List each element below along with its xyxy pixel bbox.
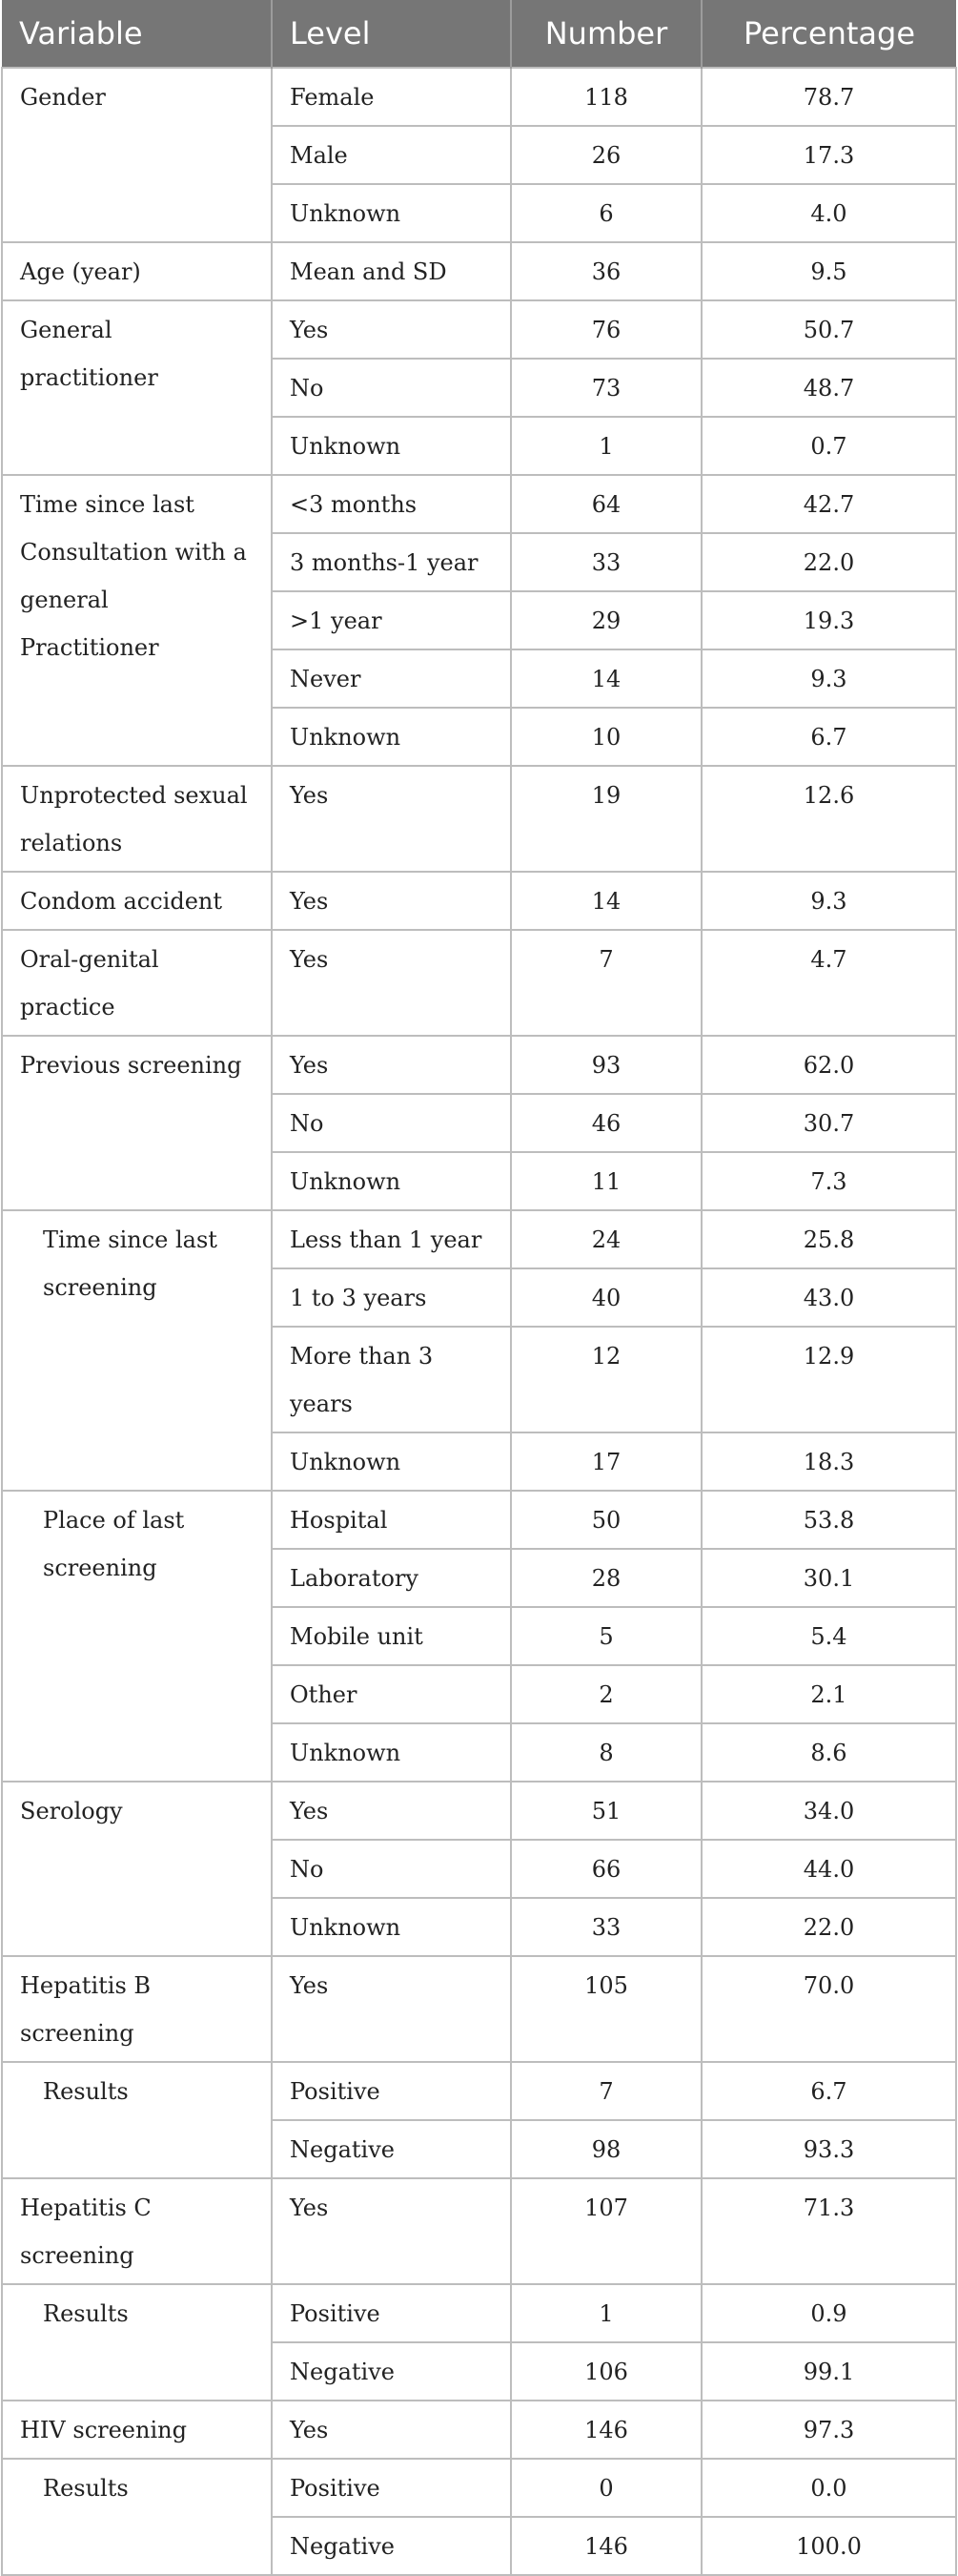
number-cell: 1	[511, 2284, 702, 2342]
variable-cell: Time since last screening	[2, 1210, 272, 1491]
number-cell: 36	[511, 242, 702, 300]
percentage-cell: 44.0	[702, 1840, 956, 1898]
percentage-cell: 9.3	[702, 872, 956, 930]
number-cell: 93	[511, 1036, 702, 1094]
number-cell: 76	[511, 300, 702, 359]
number-cell: 105	[511, 1956, 702, 2062]
level-cell: Mobile unit	[272, 1607, 511, 1665]
percentage-cell: 18.3	[702, 1432, 956, 1491]
number-cell: 51	[511, 1782, 702, 1840]
level-cell: Negative	[272, 2342, 511, 2401]
level-cell: Hospital	[272, 1491, 511, 1549]
table-row	[2, 300, 956, 359]
header-variable: Variable	[2, 0, 272, 68]
table-row	[2, 1210, 956, 1268]
percentage-cell: 22.0	[702, 533, 956, 591]
number-cell: 146	[511, 2517, 702, 2575]
level-cell: More than 3 years	[272, 1327, 511, 1432]
number-cell: 73	[511, 359, 702, 417]
percentage-cell: 43.0	[702, 1268, 956, 1327]
percentage-cell: 30.7	[702, 1094, 956, 1152]
table-row	[2, 2062, 956, 2120]
percentage-cell: 0.9	[702, 2284, 956, 2342]
level-cell: Positive	[272, 2459, 511, 2517]
level-cell: No	[272, 1094, 511, 1152]
table-row	[2, 68, 956, 126]
number-cell: 2	[511, 1665, 702, 1723]
percentage-cell: 34.0	[702, 1782, 956, 1840]
number-cell: 14	[511, 872, 702, 930]
variable-cell: Hepatitis C screening	[2, 2178, 272, 2284]
level-cell: No	[272, 359, 511, 417]
variable-cell: Place of last screening	[2, 1491, 272, 1782]
percentage-cell: 7.3	[702, 1152, 956, 1210]
level-cell: Less than 1 year	[272, 1210, 511, 1268]
number-cell: 8	[511, 1723, 702, 1782]
level-cell: Unknown	[272, 1432, 511, 1491]
percentage-cell: 5.4	[702, 1607, 956, 1665]
level-cell: Never	[272, 649, 511, 708]
level-cell: Yes	[272, 1782, 511, 1840]
number-cell: 33	[511, 1898, 702, 1956]
variable-cell: Time since last Consultation with a general Practitioner	[2, 475, 272, 766]
table-row	[2, 242, 956, 300]
table-row	[2, 1782, 956, 1840]
percentage-cell: 71.3	[702, 2178, 956, 2284]
data-table	[1, 0, 957, 2576]
level-cell: Unknown	[272, 184, 511, 242]
percentage-cell: 42.7	[702, 475, 956, 533]
table-row	[2, 2459, 956, 2517]
level-cell: Laboratory	[272, 1549, 511, 1607]
percentage-cell: 48.7	[702, 359, 956, 417]
number-cell: 10	[511, 708, 702, 766]
level-cell: 3 months-1 year	[272, 533, 511, 591]
number-cell: 64	[511, 475, 702, 533]
level-cell: Yes	[272, 930, 511, 1036]
number-cell: 12	[511, 1327, 702, 1432]
number-cell: 33	[511, 533, 702, 591]
percentage-cell: 78.7	[702, 68, 956, 126]
variable-cell: Hepatitis B screening	[2, 1956, 272, 2062]
level-cell: Yes	[272, 1956, 511, 2062]
level-cell: Yes	[272, 872, 511, 930]
level-cell: Yes	[272, 766, 511, 872]
table-row	[2, 1956, 956, 2062]
number-cell: 17	[511, 1432, 702, 1491]
number-cell: 46	[511, 1094, 702, 1152]
variable-cell: Unprotected sexual relations	[2, 766, 272, 872]
level-cell: Yes	[272, 2178, 511, 2284]
number-cell: 118	[511, 68, 702, 126]
number-cell: 7	[511, 930, 702, 1036]
percentage-cell: 100.0	[702, 2517, 956, 2575]
table-header-row	[2, 0, 956, 68]
table-row	[2, 2284, 956, 2342]
level-cell: 1 to 3 years	[272, 1268, 511, 1327]
percentage-cell: 2.1	[702, 1665, 956, 1723]
level-cell: Negative	[272, 2517, 511, 2575]
level-cell: Unknown	[272, 1898, 511, 1956]
percentage-cell: 30.1	[702, 1549, 956, 1607]
table-row	[2, 872, 956, 930]
level-cell: Mean and SD	[272, 242, 511, 300]
variable-cell: Previous screening	[2, 1036, 272, 1210]
variable-cell: Oral-genital practice	[2, 930, 272, 1036]
number-cell: 66	[511, 1840, 702, 1898]
percentage-cell: 12.9	[702, 1327, 956, 1432]
percentage-cell: 6.7	[702, 2062, 956, 2120]
level-cell: Unknown	[272, 708, 511, 766]
number-cell: 98	[511, 2120, 702, 2178]
variable-cell: HIV screening	[2, 2401, 272, 2459]
level-cell: Unknown	[272, 1723, 511, 1782]
table-row	[2, 2178, 956, 2284]
number-cell: 40	[511, 1268, 702, 1327]
percentage-cell: 12.6	[702, 766, 956, 872]
level-cell: Unknown	[272, 1152, 511, 1210]
percentage-cell: 19.3	[702, 591, 956, 649]
variable-cell: Serology	[2, 1782, 272, 1956]
level-cell: >1 year	[272, 591, 511, 649]
percentage-cell: 4.0	[702, 184, 956, 242]
level-cell: Negative	[272, 2120, 511, 2178]
variable-cell: Results	[2, 2284, 272, 2401]
table-row	[2, 766, 956, 872]
percentage-cell: 17.3	[702, 126, 956, 184]
level-cell: Yes	[272, 2401, 511, 2459]
header-number: Number	[511, 0, 702, 68]
number-cell: 106	[511, 2342, 702, 2401]
level-cell: Yes	[272, 1036, 511, 1094]
percentage-cell: 99.1	[702, 2342, 956, 2401]
percentage-cell: 8.6	[702, 1723, 956, 1782]
table-row	[2, 1491, 956, 1549]
percentage-cell: 93.3	[702, 2120, 956, 2178]
number-cell: 28	[511, 1549, 702, 1607]
number-cell: 14	[511, 649, 702, 708]
level-cell: Other	[272, 1665, 511, 1723]
variable-cell: Results	[2, 2062, 272, 2178]
level-cell: Female	[272, 68, 511, 126]
percentage-cell: 25.8	[702, 1210, 956, 1268]
level-cell: Positive	[272, 2062, 511, 2120]
number-cell: 0	[511, 2459, 702, 2517]
percentage-cell: 9.5	[702, 242, 956, 300]
number-cell: 11	[511, 1152, 702, 1210]
header-level: Level	[272, 0, 511, 68]
variable-cell: Results	[2, 2459, 272, 2575]
number-cell: 146	[511, 2401, 702, 2459]
percentage-cell: 53.8	[702, 1491, 956, 1549]
table-row	[2, 2401, 956, 2459]
variable-cell: Condom accident	[2, 872, 272, 930]
level-cell: Yes	[272, 300, 511, 359]
number-cell: 19	[511, 766, 702, 872]
level-cell: Unknown	[272, 417, 511, 475]
header-percentage: Percentage	[702, 0, 956, 68]
number-cell: 1	[511, 417, 702, 475]
variable-cell: General practitioner	[2, 300, 272, 475]
percentage-cell: 4.7	[702, 930, 956, 1036]
number-cell: 26	[511, 126, 702, 184]
percentage-cell: 70.0	[702, 1956, 956, 2062]
number-cell: 107	[511, 2178, 702, 2284]
level-cell: <3 months	[272, 475, 511, 533]
level-cell: Positive	[272, 2284, 511, 2342]
level-cell: No	[272, 1840, 511, 1898]
number-cell: 50	[511, 1491, 702, 1549]
number-cell: 29	[511, 591, 702, 649]
table-row	[2, 475, 956, 533]
table-row	[2, 1036, 956, 1094]
percentage-cell: 0.0	[702, 2459, 956, 2517]
number-cell: 7	[511, 2062, 702, 2120]
number-cell: 5	[511, 1607, 702, 1665]
percentage-cell: 6.7	[702, 708, 956, 766]
number-cell: 6	[511, 184, 702, 242]
percentage-cell: 22.0	[702, 1898, 956, 1956]
percentage-cell: 9.3	[702, 649, 956, 708]
variable-cell: Gender	[2, 68, 272, 242]
percentage-cell: 62.0	[702, 1036, 956, 1094]
percentage-cell: 97.3	[702, 2401, 956, 2459]
number-cell: 24	[511, 1210, 702, 1268]
percentage-cell: 50.7	[702, 300, 956, 359]
variable-cell: Age (year)	[2, 242, 272, 300]
table-row	[2, 930, 956, 1036]
level-cell: Male	[272, 126, 511, 184]
percentage-cell: 0.7	[702, 417, 956, 475]
